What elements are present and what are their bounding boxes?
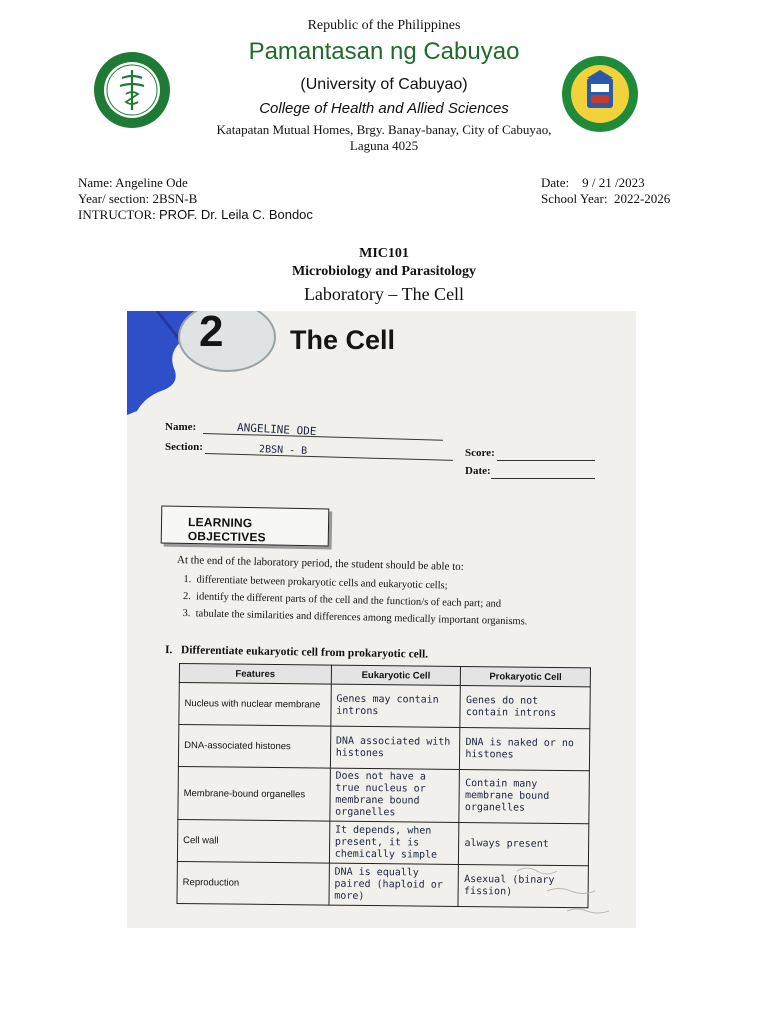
table-row <box>178 725 589 771</box>
address-line-2: Laguna 4025 <box>349 138 419 153</box>
eukaryotic-answer-cell: DNA associated with histones <box>330 726 460 769</box>
prokaryotic-answer-cell: DNA is naked or no histones <box>460 727 590 770</box>
date-underline <box>491 478 595 479</box>
student-name: Name: Angeline Ode <box>78 175 188 190</box>
republic-line: Republic of the Philippines <box>307 18 461 33</box>
objectives-heading-box <box>161 506 330 547</box>
objectives-list <box>182 571 528 630</box>
worksheet-name-value: ANGELINE ODE <box>236 420 317 439</box>
objectives-intro: At the end of the laboratory period, the student should be able to: <box>176 554 464 574</box>
header-features: Features <box>179 664 331 685</box>
university-seal-logo <box>560 54 640 134</box>
part-one-heading: I. Differentiate eukaryotic cell from prokaryotic cell. <box>164 644 429 661</box>
college-name: College of Health and Allied Sciences <box>259 100 509 117</box>
eukaryotic-answer-cell: It depends, when present, it is chemically simple <box>329 821 459 864</box>
prokaryotic-answer-cell: Contain many membrane bound organelles <box>459 769 589 823</box>
worksheet-name-label: Name: <box>165 421 197 433</box>
date-line: Date: 9 / 21 /2023 <box>541 175 645 190</box>
lab-title: Laboratory – The Cell <box>303 284 465 304</box>
prokaryotic-answer-cell: Genes do not contain introns <box>460 685 590 728</box>
objective-item: 1. differentiate between prokaryotic cells and eukaryotic cells; <box>183 574 448 592</box>
chapter-title: The Cell <box>290 325 396 355</box>
chapter-number: 2 <box>199 311 224 356</box>
header-prokaryotic: Prokaryotic Cell <box>461 666 591 686</box>
eukaryotic-answer-cell: Does not have a true nucleus or membrane bound organelles <box>330 768 460 822</box>
header-eukaryotic: Eukaryotic Cell <box>331 665 461 685</box>
feature-cell: DNA-associated histones <box>178 725 330 769</box>
objective-item: 2. identify the different parts of the cell and the function/s of each part; and <box>182 591 502 610</box>
university-name: Pamantasan ng Cabuyao <box>248 38 520 65</box>
score-underline <box>497 460 595 461</box>
prokaryotic-answer-cell: Asexual (binary fission) <box>458 864 588 907</box>
table-row <box>178 766 590 823</box>
instructor-name: PROF. Dr. Leila C. Bondoc <box>159 207 313 222</box>
worksheet-date-label: Date: <box>465 465 491 477</box>
objective-item: 3. tabulate the similarities and differences among medically important organisms. <box>182 607 528 628</box>
worksheet-section-value: 2BSN - B <box>258 444 308 457</box>
worksheet-photo <box>127 311 636 928</box>
feature-cell: Membrane-bound organelles <box>178 766 330 821</box>
feature-cell: Reproduction <box>177 861 329 905</box>
section-underline <box>205 453 453 461</box>
feature-cell: Cell wall <box>177 819 329 863</box>
college-seal-logo <box>92 50 172 130</box>
university-english-name: (University of Cabuyao) <box>300 76 468 93</box>
prokaryotic-answer-cell: always present <box>459 822 589 865</box>
bleed-through-marks <box>507 851 636 928</box>
course-name: Microbiology and Parasitology <box>291 264 477 279</box>
feature-cell: Nucleus with nuclear membrane <box>179 683 331 727</box>
course-code: MIC101 <box>359 246 409 261</box>
instructor-line <box>78 207 313 223</box>
eukaryotic-answer-cell: Genes may contain introns <box>331 684 461 727</box>
table-row <box>179 683 590 729</box>
name-underline <box>203 433 443 441</box>
instructor-label: INTRUCTOR: <box>78 207 156 222</box>
worksheet-section-label: Section: <box>165 441 203 453</box>
eukaryotic-answer-cell: DNA is equally paired (haploid or more) <box>329 863 459 906</box>
year-section: Year/ section: 2BSN-B <box>78 191 198 206</box>
address-line-1: Katapatan Mutual Homes, Brgy. Banay-banay, City of Cabuyao, <box>216 122 552 137</box>
score-label: Score: <box>465 447 495 459</box>
school-year: School Year: 2022-2026 <box>541 191 671 206</box>
objectives-heading: LEARNING OBJECTIVES <box>187 515 266 545</box>
